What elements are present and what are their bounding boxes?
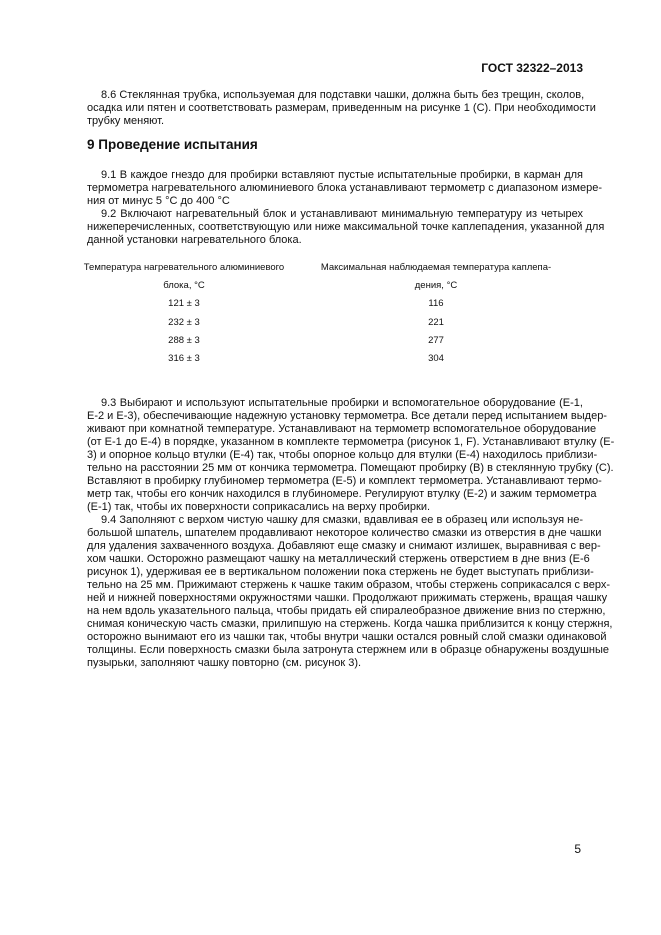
table-row	[60, 331, 580, 349]
text-line: 8.6 Стеклянная трубка, используемая для подставки чашки, должна быть без трещин, сколов,	[101, 89, 585, 101]
text-line: тельно на расстоянии 25 мм от кончика термометра. Помещают пробирку (В) в стеклянную трубку (С).	[87, 462, 614, 474]
table-cell: 304	[428, 353, 444, 365]
text-line: живают при комнатной температуре. Устанавливают на термометр вспомогательное оборудование	[87, 423, 597, 435]
paragraph-9-2	[87, 208, 605, 247]
text-line: 3) и опорное кольцо втулки (Е-4) так, чтобы опорное кольцо для втулки (Е-4) находилось приблизи-	[87, 449, 598, 461]
text-line: метр так, чтобы его кончик находился в глубиномере. Регулируют втулку (Е-2) и зажим термометра	[87, 488, 597, 500]
header-cell: Температура нагревательного алюминиевого	[83, 261, 285, 273]
text-line: для удаления захваченного воздуха. Добавляют еще смазку и снимают излишек, выравнивая с вер-	[87, 540, 601, 552]
table-cell: 288 ± 3	[168, 334, 200, 346]
text-line: тельно на 25 мм. Прижимают стержень к чашке таким образом, чтобы стержень соприкасался с верх-	[87, 579, 611, 591]
text-line: (Е-1) так, чтобы их поверхности соприкасались на верху пробирки.	[87, 501, 431, 513]
text-line: толщины. Если поверхность смазки была затронута стержнем или в образце обнаружены воздушные	[87, 644, 610, 656]
text-line: осадка или пятен и соответствовать размерам, приведенным на рисунке 1 (С). При необходимости	[87, 102, 596, 114]
header-cell: блока, °С	[163, 279, 205, 291]
text-line: пузырьки, заполняют чашку повторно (см. рисунок 3).	[87, 657, 362, 669]
text-line: (от Е-1 до Е-4) в порядке, указанном в комплекте термометра (рисунок 1, F). Устанавливают втулку (Е-	[87, 436, 615, 448]
paragraph-8-6	[87, 89, 596, 128]
table-cell: 121 ± 3	[168, 298, 200, 310]
table-cell: 232 ± 3	[168, 316, 200, 328]
page-number: 5	[574, 842, 581, 856]
text-line: термометра нагревательного алюминиевого блока устанавливают термометр с диапазоном измере-	[87, 182, 603, 194]
text-line: осторожно вынимают его из чашки так, чтобы внутри чашки остался ровный слой смазки одинаковой	[87, 631, 607, 643]
header-cell: Максимальная наблюдаемая температура каплепа-	[320, 261, 552, 273]
text-line: трубку меняют.	[87, 115, 165, 127]
text-line: на нем вдоль указательного пальца, чтобы придать ей спиралеобразное движение вниз по стержню,	[87, 605, 606, 617]
table-header-row	[60, 276, 580, 294]
text-line: ния от минус 5 °С до 400 °С	[87, 195, 230, 207]
text-line: большой шпатель, шпателем продавливают некоторое количество смазки из отверстия в дне чашки	[87, 527, 602, 539]
paragraph-9-4	[87, 514, 613, 670]
text-line: Вставляют в пробирку глубиномер термометра (Е-5) и комплект термометра. Устанавливают термо-	[87, 475, 602, 487]
text-line: данной установки нагревательного блока.	[87, 234, 302, 246]
table-row	[60, 295, 580, 313]
temperature-table	[60, 258, 580, 368]
header-cell: дения, °С	[414, 279, 458, 291]
table-cell: 316 ± 3	[168, 353, 200, 365]
text-line: Е-2 и Е-3), обеспечивающие надежную установку термометра. Все детали перед испытанием выдер-	[87, 410, 607, 422]
text-line: 9.2 Включают нагревательный блок и устанавливают минимальную температуру из четырех	[101, 208, 583, 220]
text-line: хом чашки. Осторожно размещают чашку на металлический стержень отверстием в дне вниз (Е-6	[87, 553, 590, 565]
table-cell: 277	[428, 334, 444, 346]
text-line: рисунок 1), удерживая ее в вертикальном положении пока стержень не будет выступать приблизи-	[87, 566, 594, 578]
table-cell: 221	[428, 316, 444, 328]
paragraph-9-1	[87, 169, 603, 208]
table-row	[60, 313, 580, 331]
text-line: 9.1 В каждое гнездо для пробирки вставляют пустые испытательные пробирки, в карман для	[101, 169, 583, 181]
text-line: 9.4 Заполняют с верхом чистую чашку для смазки, вдавливая ее в образец или используя не-	[101, 514, 583, 526]
section-heading: 9 Проведение испытания	[87, 137, 258, 152]
text-line: снимая коническую часть смазки, прилипшую на стержень. Когда чашка приблизится к концу стержня,	[87, 618, 613, 630]
text-line: 9.3 Выбирают и используют испытательные пробирки и вспомогательное оборудование (Е-1,	[101, 397, 583, 409]
table-row	[60, 349, 580, 367]
paragraph-9-3	[87, 397, 615, 514]
table-header-row	[60, 258, 580, 276]
table-cell: 116	[428, 298, 444, 310]
document-id-header: ГОСТ 32322–2013	[481, 61, 583, 75]
text-line: нижеперечисленных, соответствующую или ниже максимальной точке каплепадения, указанной для	[87, 221, 605, 233]
text-line: ней и нижней поверхностями окружностями чашки. Продолжают прижимать стержень, вращая чашку	[87, 592, 608, 604]
